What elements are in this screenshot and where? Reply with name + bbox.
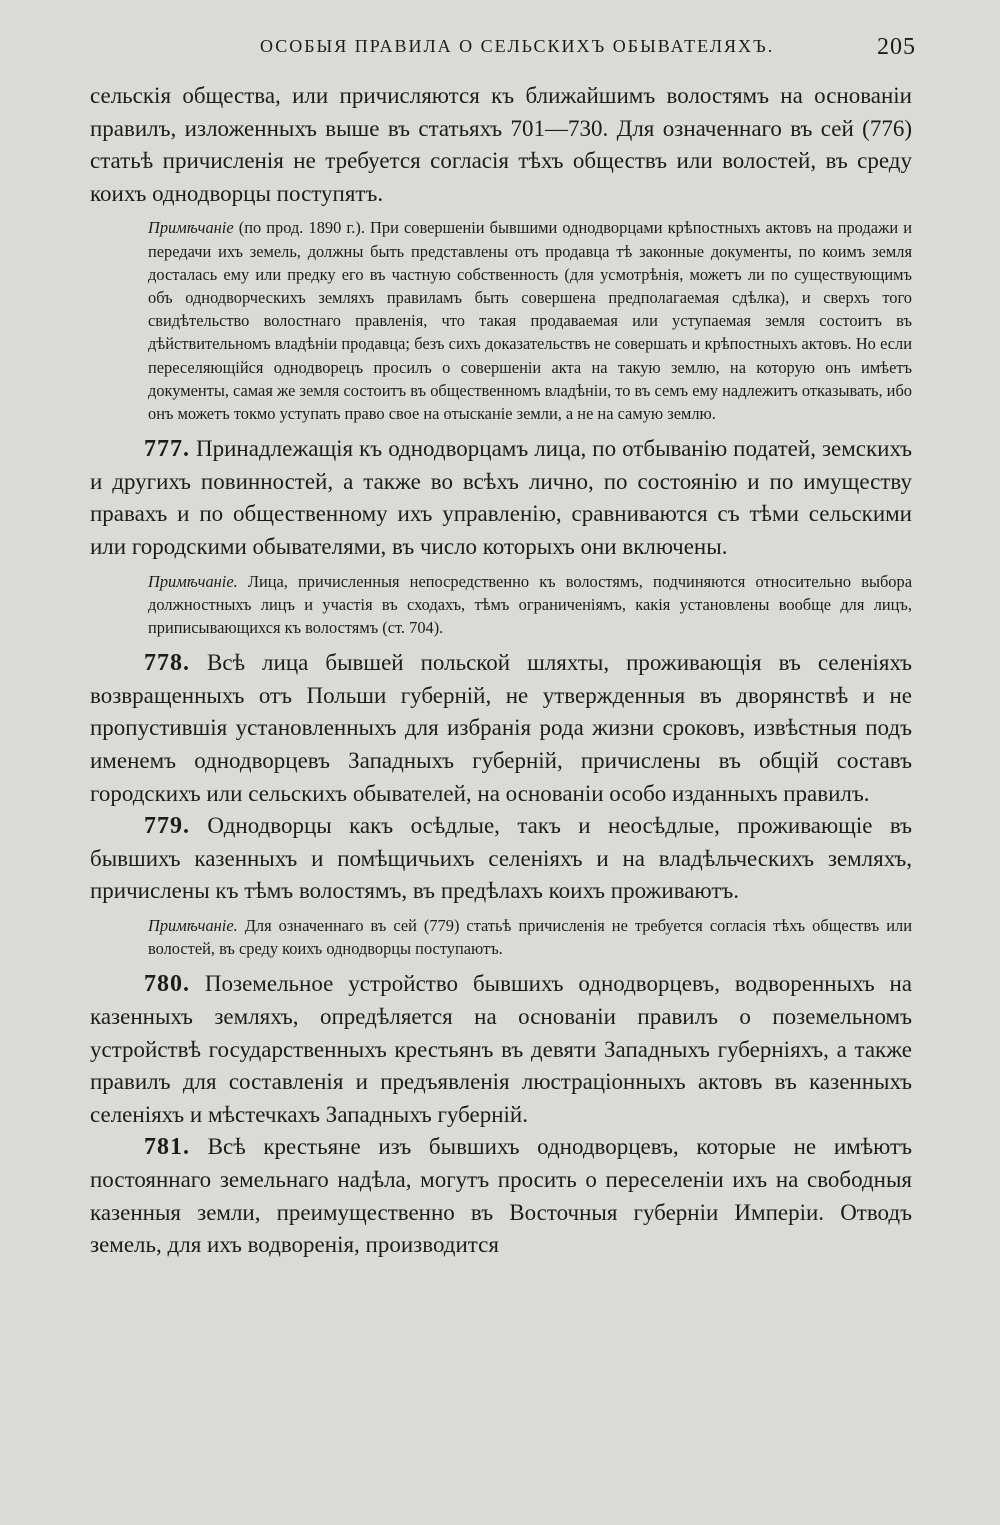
note-2-label: Примѣчаніе. — [148, 571, 238, 591]
article-779-number: 779. — [144, 813, 190, 840]
article-781-text: Всѣ крестьяне изъ бывшихъ однодворцевъ, которые не имѣютъ постояннаго земельнаго надѣла, могутъ просить о переселеніи ихъ на свободныя казенныя земли, преимущественно въ Восточныя губерніи Имперіи. Отводъ земель, для ихъ водворенія, производится — [90, 1134, 912, 1258]
article-781-number: 781. — [144, 1134, 190, 1161]
note-1-label: Примѣчаніе — [148, 218, 234, 238]
article-778-number: 778. — [144, 650, 190, 677]
article-780-text: Поземельное устройство бывшихъ однодворцевъ, водворенныхъ на казенныхъ земляхъ, опредѣляется на основаніи правилъ о поземельномъ устройствѣ государственныхъ крестьянъ въ девяти Западныхъ губерніяхъ, а также правилъ для составленія и предъявленія люстраціонныхъ актовъ въ казенныхъ селеніяхъ и мѣстечкахъ Западныхъ губерній. — [90, 971, 913, 1127]
article-781 — [90, 1131, 912, 1261]
note-2 — [90, 570, 912, 640]
article-778-text: Всѣ лица бывшей польской шляхты, проживающія въ селеніяхъ возвращенныхъ отъ Польши губерній, не утвержденныя въ дворянствѣ и не пропустившія установленныхъ для избранія рода жизни сроковъ, извѣстныя подъ именемъ однодворцевъ Западныхъ губерній, причислены въ общій составъ городскихъ или сельскихъ обывателей, на основаніи особо изданныхъ правилъ. — [90, 650, 913, 806]
note-2-text: Лица, причисленныя непосредственно къ волостямъ, подчиняются относительно выбора должностныхъ лицъ и участія въ сходахъ, тѣмъ ограниченіямъ, какія установлены вообще для лицъ, приписывающихся къ волостямъ (ст. 704). — [148, 571, 912, 637]
article-777-number: 777. — [144, 436, 190, 463]
article-777-text: Принадлежащія къ однодворцамъ лица, по отбыванію податей, земскихъ и другихъ повинностей, а также во всѣхъ лично, по состоянію и по имуществу правахъ и по общественному ихъ управленію, сравниваются съ тѣми сельскими или городскими обывателями, въ число которыхъ они включены. — [90, 436, 913, 559]
continuation-paragraph: сельскія общества, или причисляются къ ближайшимъ волостямъ на основаніи правилъ, изложенныхъ выше въ статьяхъ 701—730. Для означеннаго въ сей (776) статьѣ причисленія не требуется согласія тѣхъ обществъ или волостей, въ среду коихъ однодворцы поступятъ. — [90, 83, 912, 206]
note-1 — [90, 216, 912, 425]
note-3-label: Примѣчаніе. — [148, 915, 238, 935]
page-number: 205 — [877, 34, 916, 60]
note-1-text: (по прод. 1890 г.). При совершеніи бывшими однодворцами крѣпостныхъ актовъ на продажи и передачи ихъ земель, должны быть представлены отъ продавца тѣ законные документы, по коимъ земля досталась ему или предку его въ частную собственность (для усмотрѣнія, можетъ ли по существующимъ объ однодворческихъ земляхъ правиламъ быть совершена предполагаемая сдѣлка), и сверхъ того свидѣтельство волостнаго правленія, что такая продаваемая или уступаемая земля состоитъ въ дѣйствительномъ владѣніи продавца; безъ сихъ доказательствъ не совершать и крѣпостныхъ актовъ. Но если переселяющійся однодворецъ просилъ о совершеніи акта на такую землю, на которую онъ имѣетъ документы, самая же земля состоитъ въ общественномъ владѣніи, то въ семъ ему надлежитъ отказывать, ибо онъ можетъ токмо уступать право свое на отысканіе земли, а не на самую землю. — [148, 218, 912, 423]
article-780 — [90, 968, 912, 1131]
article-777 — [90, 433, 912, 563]
article-780-number: 780. — [144, 971, 190, 998]
article-779 — [90, 810, 912, 908]
article-779-text: Однодворцы какъ осѣдлые, такъ и неосѣдлые, проживающіе въ бывшихъ казенныхъ и помѣщичьихъ селеніяхъ и на владѣльческихъ земляхъ, причислены къ тѣмъ волостямъ, въ предѣлахъ коихъ проживаютъ. — [90, 813, 913, 904]
article-778 — [90, 647, 912, 810]
note-3-text: Для означеннаго въ сей (779) статьѣ причисленія не требуется согласія тѣхъ обществъ или волостей, въ среду коихъ однодворцы поступаютъ. — [148, 915, 912, 959]
note-3 — [90, 914, 912, 960]
page-header — [90, 34, 916, 80]
running-title: ОСОБЫЯ ПРАВИЛА О СЕЛЬСКИХЪ ОБЫВАТЕЛЯХЪ. — [260, 36, 775, 56]
